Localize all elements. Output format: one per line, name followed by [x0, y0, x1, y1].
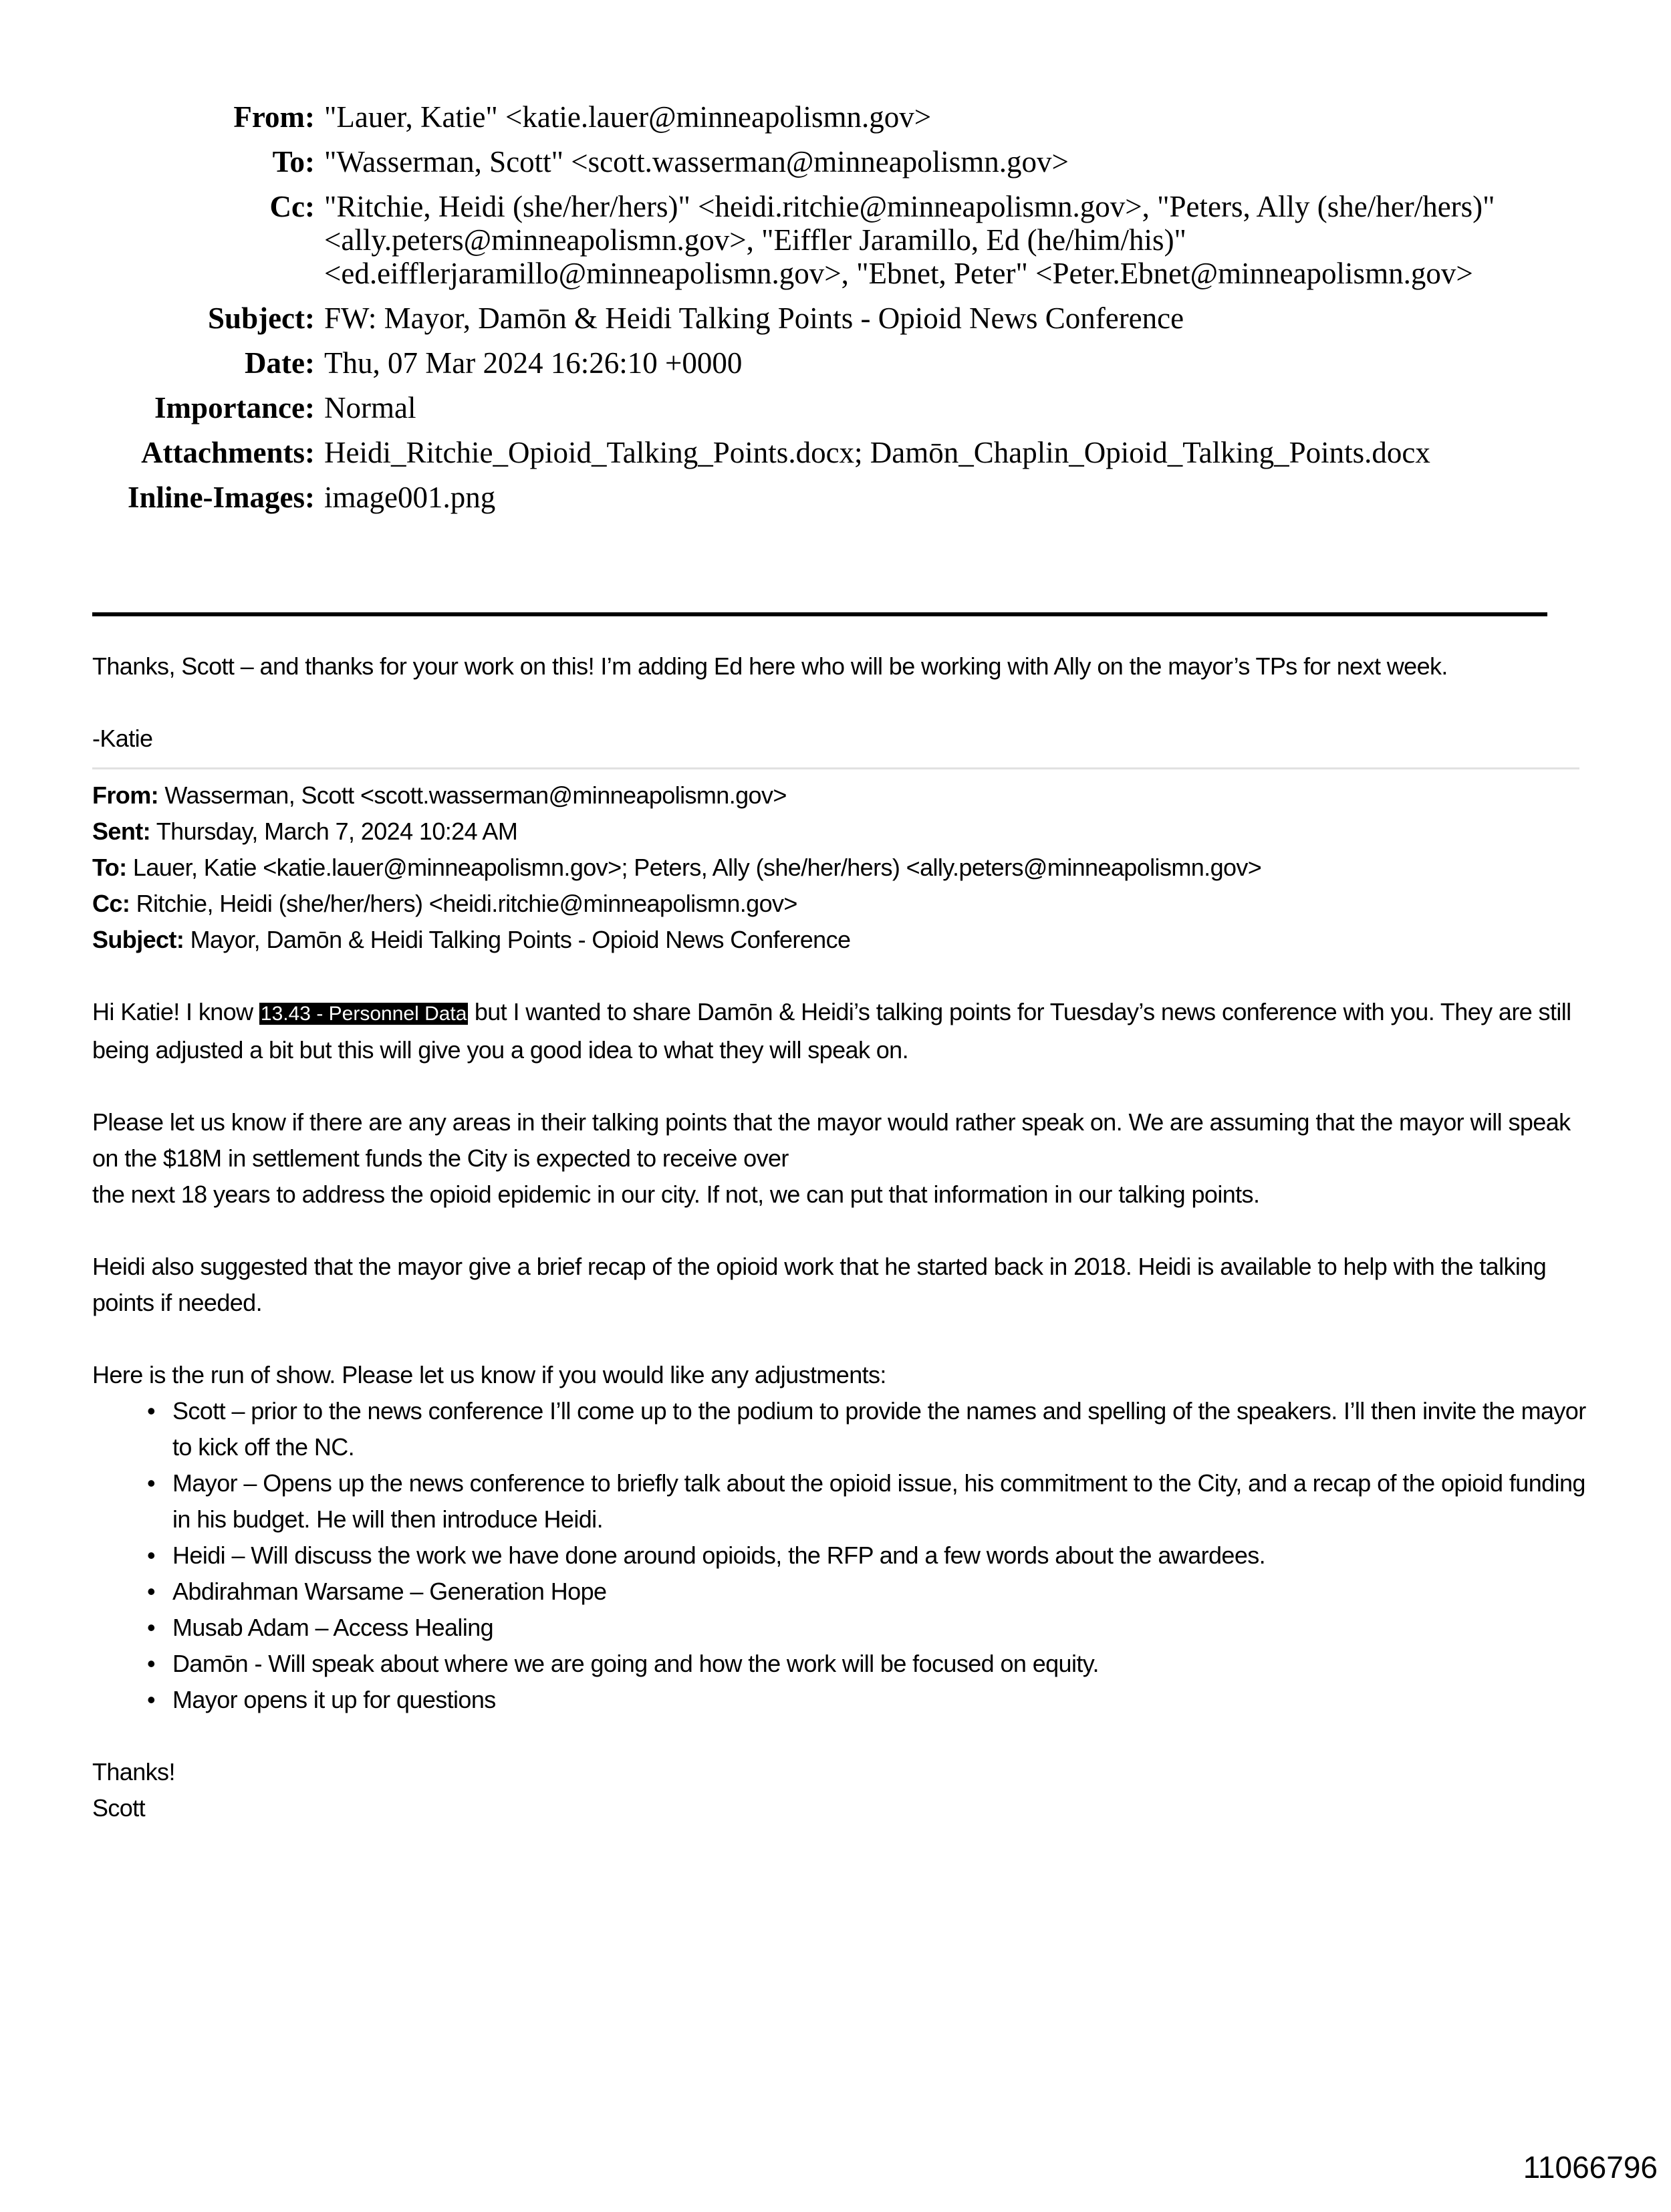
list-item: • Scott – prior to the news conference I’ll come up to the podium to provide the names and spelling of the speakers. I’ll then invite the mayor to kick off the NC. [92, 1393, 1589, 1465]
forwarded-from-value: Wasserman, Scott <scott.wasserman@minneapolismn.gov> [158, 781, 787, 809]
header-label: Subject: [208, 301, 315, 335]
header-divider [92, 612, 1547, 616]
closing: Thanks! [92, 1758, 175, 1786]
message-paragraph-2b: the next 18 years to address the opioid epidemic in our city. If not, we can put that information in our talking points. [92, 1181, 1260, 1208]
forwarded-cc [92, 886, 1589, 922]
sender-signature: Scott [92, 1794, 146, 1822]
header-label: From: [233, 100, 315, 134]
forwarded-from [92, 777, 1589, 814]
forwarded-sent-label: Sent: [92, 818, 151, 845]
list-item: • Abdirahman Warsame – Generation Hope [92, 1574, 1589, 1610]
list-item: • Heidi – Will discuss the work we have done around opioids, the RFP and a few words about the awardees. [92, 1538, 1589, 1574]
forwarded-cc-label: Cc: [92, 890, 130, 917]
header-row-to [0, 145, 1671, 178]
message-paragraph-4: Here is the run of show. Please let us know if you would like any adjustments: [92, 1361, 886, 1388]
header-label: Importance: [154, 391, 315, 424]
header-label: Cc: [269, 190, 315, 223]
forwarded-cc-value: Ritchie, Heidi (she/her/hers) <heidi.ritchie@minneapolismn.gov> [130, 890, 797, 917]
forwarded-from-label: From: [92, 781, 158, 809]
header-row-from [0, 100, 1671, 134]
reply-signature: -Katie [92, 725, 153, 752]
header-value: "Ritchie, Heidi (she/her/hers)" <heidi.ritchie@minneapolismn.gov>, "Peters, Ally (she/her/hers)" <ally.peters@minneapolismn.gov>, "Eiffler Jaramillo, Ed (he/him/his)" <ed.eifflerjaramillo@minneapolismn.gov>, "Ebnet, Peter" <Peter.Ebnet@minneapolismn.gov> [324, 190, 1495, 290]
redaction-box: 13.43 - Personnel Data [260, 1003, 467, 1025]
email-header [0, 100, 1671, 525]
header-value: Thu, 07 Mar 2024 16:26:10 +0000 [324, 346, 743, 380]
header-value: Normal [324, 391, 416, 424]
message-text: Hi Katie! I know [92, 998, 259, 1025]
forwarded-subject-value: Mayor, Damōn & Heidi Talking Points - Opioid News Conference [184, 926, 851, 953]
list-item: • Mayor – Opens up the news conference to briefly talk about the opioid issue, his commitment to the City, and a recap of the opioid funding in his budget. He will then introduce Heidi. [92, 1465, 1589, 1538]
header-value: "Lauer, Katie" <katie.lauer@minneapolismn.gov> [324, 100, 932, 134]
forwarded-to-label: To: [92, 854, 127, 881]
forwarded-separator [92, 767, 1579, 769]
message-paragraph-2a: Please let us know if there are any areas in their talking points that the mayor would rather speak on. We are assuming that the mayor will speak on the $18M in settlement funds the City is expected to receive over [92, 1108, 1571, 1172]
email-body [92, 648, 1589, 1826]
header-row-date [0, 346, 1671, 380]
message-paragraph-3: Heidi also suggested that the mayor give a brief recap of the opioid work that he started back in 2018. Heidi is available to help with the talking points if needed. [92, 1253, 1547, 1316]
header-label: Inline-Images: [128, 481, 315, 514]
header-row-importance [0, 391, 1671, 424]
header-value: image001.png [324, 481, 496, 514]
forwarded-sent [92, 814, 1589, 850]
message-text: but I wanted to share Damōn & Heidi’s talking points for Tuesday’s news conference with you. They are still being adjusted a bit but this will give you a good idea to what they will speak on. [92, 998, 1571, 1064]
forwarded-subject [92, 922, 1589, 958]
list-item: • Mayor opens it up for questions [92, 1682, 1589, 1718]
header-value: FW: Mayor, Damōn & Heidi Talking Points - Opioid News Conference [324, 301, 1184, 335]
list-item: • Damōn - Will speak about where we are going and how the work will be focused on equity. [92, 1646, 1589, 1682]
header-value: Heidi_Ritchie_Opioid_Talking_Points.docx; Damōn_Chaplin_Opioid_Talking_Points.docx [324, 436, 1430, 469]
message-paragraph-1 [92, 994, 1589, 1068]
forwarded-subject-label: Subject: [92, 926, 184, 953]
header-row-subject [0, 301, 1671, 335]
header-label: Date: [245, 346, 315, 380]
forwarded-header [92, 777, 1589, 958]
run-of-show-list [92, 1393, 1589, 1718]
header-row-attachments [0, 436, 1671, 469]
header-label: Attachments: [141, 436, 315, 469]
forwarded-to-value: Lauer, Katie <katie.lauer@minneapolismn.gov>; Peters, Ally (she/her/hers) <ally.peters@minneapolismn.gov> [126, 854, 1262, 881]
forwarded-sent-value: Thursday, March 7, 2024 10:24 AM [150, 818, 518, 845]
header-row-inline-images [0, 481, 1671, 514]
header-label: To: [272, 145, 315, 178]
header-row-cc [0, 190, 1671, 290]
reply-text: Thanks, Scott – and thanks for your work on this! I’m adding Ed here who will be working with Ally on the mayor’s TPs for next week. [92, 652, 1448, 680]
bates-number: 11066796 [1523, 2150, 1658, 2185]
forwarded-to [92, 850, 1589, 886]
header-value: "Wasserman, Scott" <scott.wasserman@minneapolismn.gov> [324, 145, 1069, 178]
list-item: • Musab Adam – Access Healing [92, 1610, 1589, 1646]
